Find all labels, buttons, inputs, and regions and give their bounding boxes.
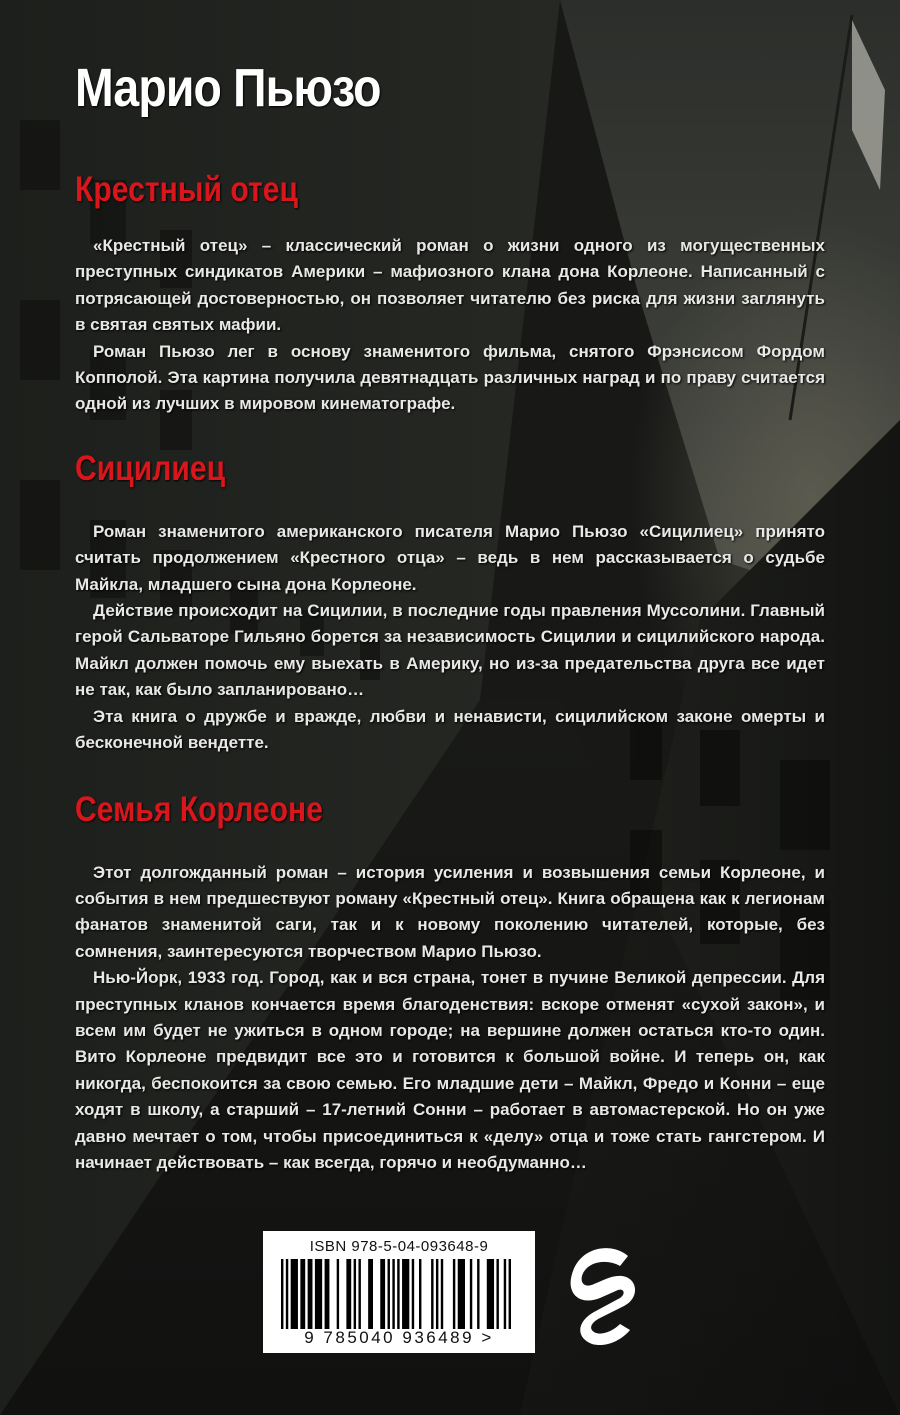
paragraph: Действие происходит на Сицилии, в последние годы правления Муссолини. Главный герой Сальваторе Гильяно борется за независимость Сицилии и сицилийского народа. Майкл должен помочь ему выехать в Америку, но из-за предательства друга все идет не так, как было запланировано… xyxy=(75,601,825,700)
barcode-bar xyxy=(388,1259,390,1329)
barcode-bar xyxy=(337,1259,339,1329)
isbn-barcode xyxy=(263,1231,535,1353)
paragraph: Этот долгожданный роман – история усиления и возвышения семьи Корлеоне, и события в нем предшествуют роману «Крестный отец». Книга обращена как к легионам фанатов знаменитой саги, так и к новому поколению читателей, которые, без сомнения, заинтересуются творчеством Марио Пьюзо. xyxy=(75,862,825,961)
barcode-bar xyxy=(509,1259,511,1329)
barcode-bar xyxy=(354,1259,356,1329)
barcode-bar xyxy=(291,1259,298,1329)
barcode-bar xyxy=(496,1259,498,1329)
barcode-bar xyxy=(402,1259,409,1329)
section-sicilian xyxy=(75,447,825,757)
paragraph: Роман знаменитого американского писателя Марио Пьюзо «Сицилиец» принято считать продолжением «Крестного отца» – ведь в нем рассказывается о судьбе Майкла, младшего сына дона Корлеоне. xyxy=(75,521,825,594)
section-family-corleone xyxy=(75,788,825,1177)
barcode-bar xyxy=(419,1259,421,1329)
barcode-bar xyxy=(477,1259,479,1329)
paragraph: Роман Пьюзо лег в основу знаменитого фильма, снятого Фрэнсисом Фордом Копполой. Эта картина получила девятнадцать различных наград и по праву считается одной из лучших в мировом кинематографе. xyxy=(75,341,825,414)
barcode-bar xyxy=(358,1259,360,1329)
barcode-bar xyxy=(315,1259,322,1329)
author-name: Марио Пьюзо xyxy=(75,58,381,118)
barcode-bar xyxy=(397,1259,399,1329)
barcode-bar xyxy=(458,1259,465,1329)
barcode-bar xyxy=(441,1259,443,1329)
barcode-bar xyxy=(453,1259,455,1329)
barcode-bar xyxy=(380,1259,385,1329)
barcode-bar xyxy=(368,1259,373,1329)
barcode-bar xyxy=(431,1259,433,1329)
barcode-bar xyxy=(412,1259,414,1329)
barcode-bar xyxy=(286,1259,288,1329)
barcode-bar xyxy=(346,1259,351,1329)
eksmo-logo-icon xyxy=(566,1240,640,1350)
isbn-label: ISBN 978-5-04-093648-9 xyxy=(309,1238,489,1255)
paragraph: Эта книга о дружбе и вражде, любви и ненависти, сицилийском законе омерты и бесконечной вендетте. xyxy=(75,706,825,753)
section-godfather xyxy=(75,168,825,418)
barcode-bar xyxy=(504,1259,506,1329)
barcode-bar xyxy=(392,1259,394,1329)
barcode-bar xyxy=(281,1259,283,1329)
paragraph: «Крестный отец» – классический роман о жизни одного из могущественных преступных синдикатов Америки – мафиозного клана дона Корлеоне. Написанный с потрясающей достоверностью, он позволяет читателю без риска для жизни заглянуть в святая святых мафии. xyxy=(75,236,825,335)
isbn-digits: 9 785040 936489 > xyxy=(304,1328,494,1347)
barcode-bar xyxy=(470,1259,472,1329)
back-cover-text xyxy=(75,48,825,1176)
barcode-bar xyxy=(300,1259,305,1329)
section-title: Крестный отец xyxy=(75,170,298,209)
barcode-bar xyxy=(325,1259,330,1329)
paragraph: Нью-Йорк, 1933 год. Город, как и вся страна, тонет в пучине Великой депрессии. Для преступных кланов кончается время благоденствия: вскоре отменят «сухой закон», и всем им будет не ужиться в одном городе; на вершине должен остаться кто-то один. Вито Корлеоне предвидит все это и готовится к большой войне. И теперь он, как никогда, беспокоится за свою семью. Его младшие дети – Майкл, Фредо и Конни – еще ходят в школу, а старший – 17-летний Сонни – работает в автомастерской. Но он уже давно мечтает о том, чтобы присоединиться к «делу» отца и тоже стать гангстером. И начинает действовать – как всегда, горячо и необдуманно… xyxy=(75,968,825,1172)
barcode-bar xyxy=(308,1259,313,1329)
section-title: Семья Корлеоне xyxy=(75,789,323,829)
barcode-bar xyxy=(487,1259,494,1329)
section-title: Сицилиец xyxy=(75,448,226,488)
barcode-bar xyxy=(436,1259,438,1329)
barcode-bars xyxy=(281,1259,511,1329)
